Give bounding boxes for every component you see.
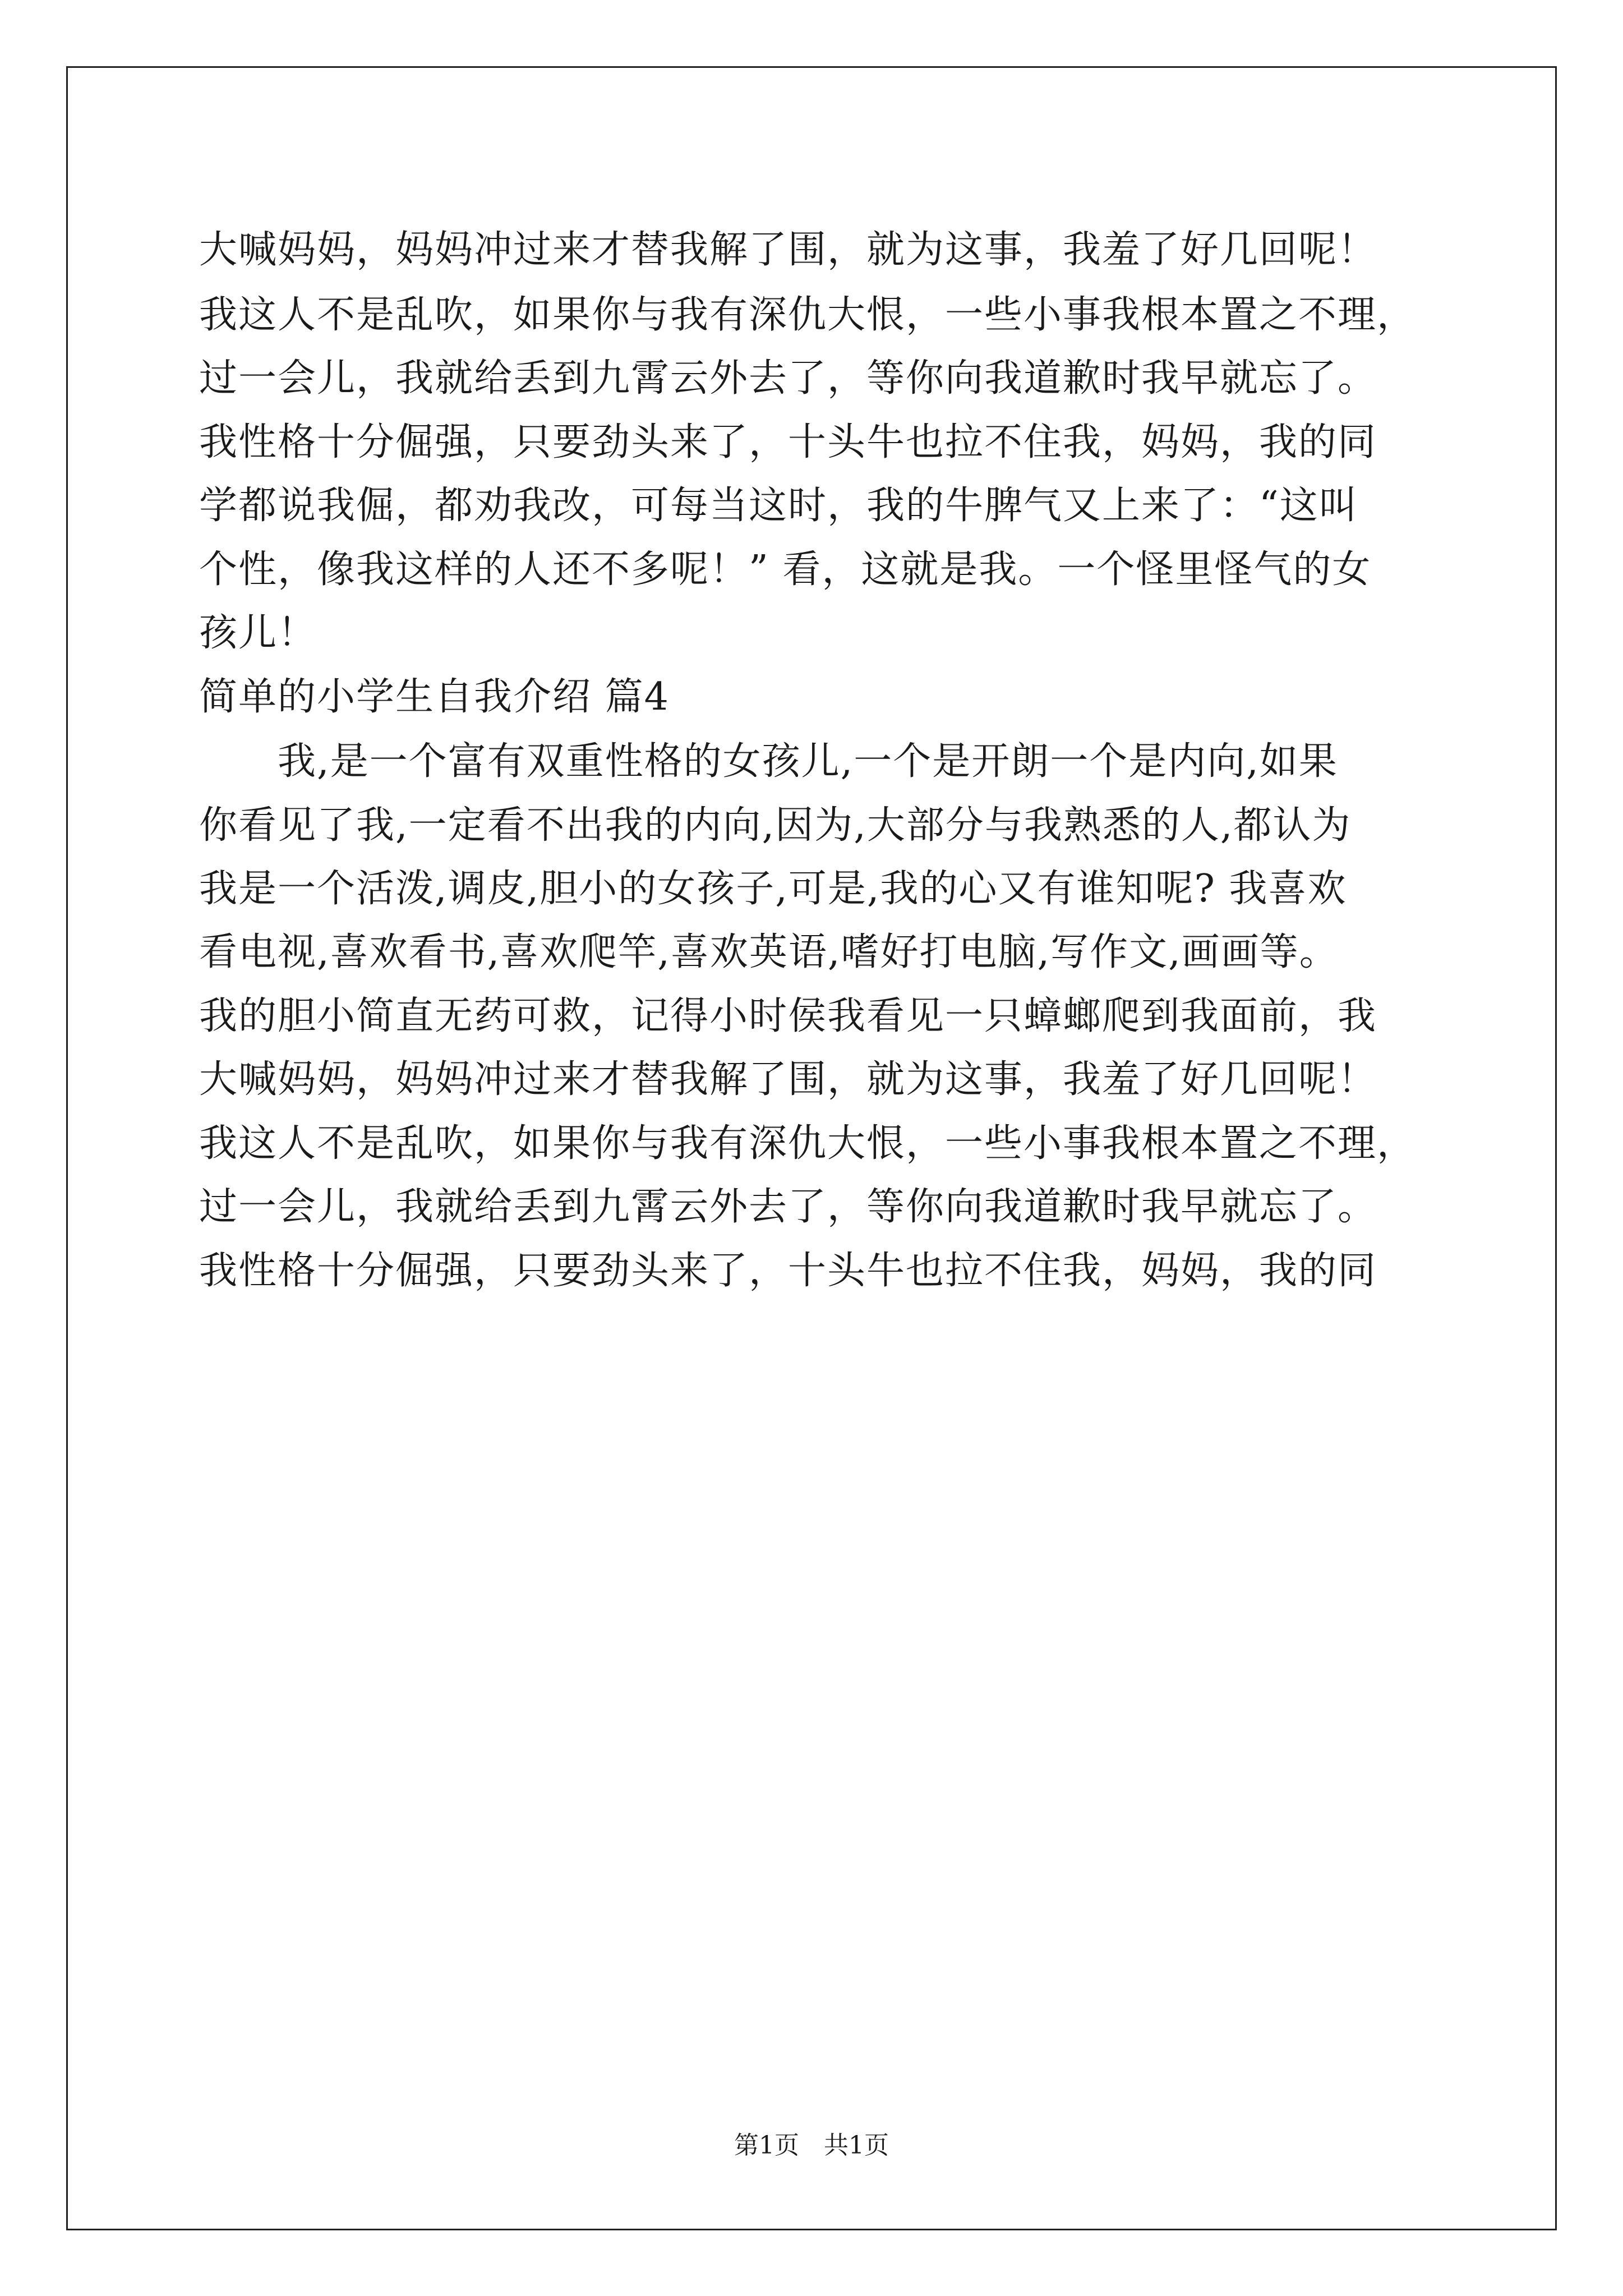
body-line-10: 我是一个活泼,调皮,胆小的女孩子,可是,我的心又有谁知呢? 我喜欢 [199, 867, 1347, 911]
body-line-4: 我性格十分倔强，只要劲头来了，十头牛也拉不住我，妈妈，我的同 [199, 420, 1377, 464]
body-line-15: 过一会儿，我就给丢到九霄云外去了，等你向我道歉时我早就忘了。 [199, 1185, 1377, 1229]
body-line-3: 过一会儿，我就给丢到九霄云外去了，等你向我道歉时我早就忘了。 [199, 356, 1377, 401]
body-line-16: 我性格十分倔强，只要劲头来了，十头牛也拉不住我，妈妈，我的同 [199, 1249, 1377, 1293]
body-line-2: 我这人不是乱吹，如果你与我有深仇大恨，一些小事我根本置之不理， [199, 293, 1417, 337]
page-footer: 第1页 共1页 [734, 2131, 889, 2160]
body-line-5: 学都说我倔，都劝我改，可每当这时，我的牛脾气又上来了：“这叫 [199, 484, 1358, 528]
body-line-11: 看电视,喜欢看书,喜欢爬竿,喜欢英语,嗜好打电脑,写作文,画画等。 [199, 930, 1339, 974]
body-line-7: 孩儿！ [199, 611, 317, 655]
body-line-12: 我的胆小简直无药可救，记得小时侯我看见一只蟑螂爬到我面前，我 [199, 994, 1377, 1038]
body-line-14: 我这人不是乱吹，如果你与我有深仇大恨，一些小事我根本置之不理， [199, 1121, 1417, 1166]
body-line-9: 你看见了我,一定看不出我的内向,因为,大部分与我熟悉的人,都认为 [199, 803, 1352, 848]
body-line-13: 大喊妈妈，妈妈冲过来才替我解了围，就为这事，我羞了好几回呢！ [199, 1057, 1377, 1102]
body-line-1: 大喊妈妈，妈妈冲过来才替我解了围，就为这事，我羞了好几回呢！ [199, 228, 1377, 272]
body-line-8: 我,是一个富有双重性格的女孩儿,一个是开朗一个是内向,如果 [199, 739, 1338, 784]
section-heading: 简单的小学生自我介绍 篇4 [199, 675, 670, 719]
body-line-6: 个性，像我这样的人还不多呢！” 看，这就是我。一个怪里怪气的女 [199, 547, 1372, 592]
